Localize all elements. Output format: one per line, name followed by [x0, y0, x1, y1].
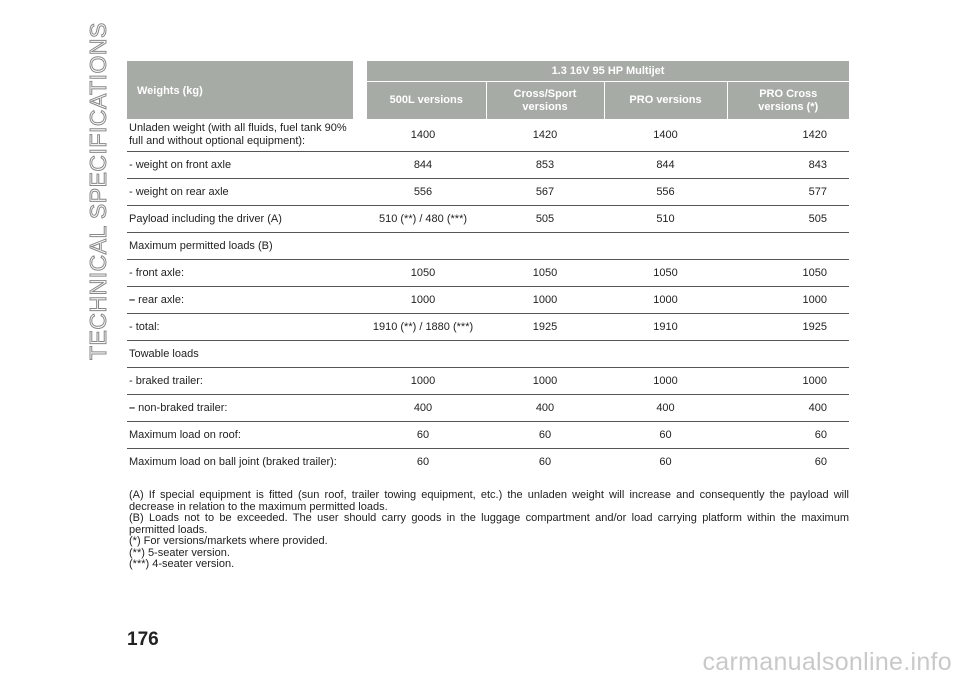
- cell-value: 1000: [486, 368, 604, 395]
- cell-value: 1000: [360, 368, 486, 395]
- cell-value: 1420: [727, 119, 849, 152]
- cell-value: [360, 341, 486, 368]
- footnote: (B) Loads not to be exceeded. The user should carry goods in the luggage compartment and/or load carrying platform within the maximum permitted loads.: [129, 512, 849, 536]
- footnote: (***) 4-seater version.: [129, 558, 235, 570]
- row-label: - total:: [127, 314, 360, 341]
- table-row: [127, 206, 849, 233]
- cell-value: [727, 233, 849, 260]
- row-label-text: non-braked trailer:: [135, 401, 228, 414]
- cell-value: 1000: [604, 287, 727, 314]
- cell-value: 510 (**) / 480 (***): [360, 206, 486, 233]
- cell-value: 505: [486, 206, 604, 233]
- cell-value: 844: [604, 152, 727, 179]
- header-cross-sport-versions: Cross/Sport versions: [486, 82, 604, 120]
- cell-value: 1420: [486, 119, 604, 152]
- cell-value: [604, 233, 727, 260]
- cell-value: 60: [416, 455, 430, 468]
- cell-value: 843: [727, 152, 849, 179]
- cell-value: 1050: [727, 260, 849, 287]
- cell-value: 60: [814, 455, 828, 468]
- cell-value: 1000: [727, 287, 849, 314]
- row-label-text: rear axle:: [135, 293, 185, 306]
- header-pro-cross-versions: PRO Cross versions (*): [727, 82, 849, 120]
- row-label: - weight on front axle: [127, 152, 360, 179]
- row-label: - braked trailer:: [127, 368, 360, 395]
- cell-value: 60: [604, 422, 727, 449]
- header-pro-versions: PRO versions: [604, 82, 727, 120]
- table-row: [127, 368, 849, 395]
- cell-value: [486, 233, 604, 260]
- table-row: [127, 341, 849, 368]
- cell-value: 400: [727, 395, 849, 422]
- cell-value: 1000: [360, 287, 486, 314]
- cell-value: 1050: [360, 260, 486, 287]
- row-label: - weight on rear axle: [127, 179, 360, 206]
- cell-value: 844: [360, 152, 486, 179]
- cell-value: 577: [727, 179, 849, 206]
- cell-value: 1000: [486, 287, 604, 314]
- table-row: [127, 260, 849, 287]
- row-label: Maximum permitted loads (B): [127, 233, 360, 260]
- cell-value: 556: [360, 179, 486, 206]
- table-row: [127, 179, 849, 206]
- cell-value: [604, 341, 727, 368]
- cell-value: 400: [604, 395, 727, 422]
- cell-value: 1910 (**) / 1880 (***): [360, 314, 486, 341]
- cell-value: 60: [727, 422, 849, 449]
- cell-value: 1925: [486, 314, 604, 341]
- cell-value: [360, 233, 486, 260]
- cell-value: 510: [604, 206, 727, 233]
- table-row: [127, 287, 849, 314]
- row-label: Payload including the driver (A): [127, 206, 360, 233]
- row-label: - front axle:: [127, 260, 360, 287]
- table-row: [127, 119, 849, 152]
- cell-value: 1050: [486, 260, 604, 287]
- row-label: Maximum load on roof:: [127, 422, 360, 449]
- header-500l-versions: 500L versions: [360, 82, 486, 120]
- row-label: Towable loads: [127, 341, 360, 368]
- cell-value: 1050: [604, 260, 727, 287]
- cell-value: 60: [360, 422, 486, 449]
- table-row: [127, 233, 849, 260]
- cell-value: 505: [727, 206, 849, 233]
- page-number: 176: [127, 629, 159, 650]
- cell-value: 60: [486, 422, 604, 449]
- cell-value: 400: [486, 395, 604, 422]
- table-row: [127, 152, 849, 179]
- row-dash: –: [129, 293, 136, 306]
- section-title-vertical: TECHNICAL SPECIFICATIONS: [85, 22, 111, 360]
- row-dash: –: [129, 401, 136, 414]
- cell-value: 1910: [604, 314, 727, 341]
- cell-value: 1000: [604, 368, 727, 395]
- row-label: [127, 287, 360, 314]
- table-row: [127, 449, 849, 476]
- weights-table: [127, 61, 849, 475]
- table-row: [127, 395, 849, 422]
- footnote: (*) For versions/markets where provided.: [129, 535, 328, 547]
- cell-value: 853: [486, 152, 604, 179]
- table-row: [127, 422, 849, 449]
- cell-value: 400: [360, 395, 486, 422]
- row-label: Unladen weight (with all fluids, fuel tank 90% full and without optional equipment):: [127, 119, 360, 152]
- cell-value: 1000: [727, 368, 849, 395]
- footnote: (**) 5-seater version.: [129, 546, 230, 559]
- row-label: [127, 395, 360, 422]
- cell-value: 1400: [604, 119, 727, 152]
- footnotes: [129, 490, 849, 571]
- cell-value: [727, 341, 849, 368]
- cell-value: 556: [604, 179, 727, 206]
- footnote: (A) If special equipment is fitted (sun roof, trailer towing equipment, etc.) the unladen weight will increase and consequently the payload will decrease in relation to the maximum permitted loads.: [129, 489, 849, 513]
- watermark: carmanualsonline.info: [702, 648, 952, 676]
- table-row: [127, 314, 849, 341]
- header-weights: Weights (kg): [127, 61, 360, 119]
- header-engine: 1.3 16V 95 HP Multijet: [360, 61, 849, 82]
- cell-value: 567: [486, 179, 604, 206]
- cell-value: 60: [659, 455, 672, 468]
- cell-value: 1400: [360, 119, 486, 152]
- cell-value: 60: [538, 455, 552, 468]
- row-label: Maximum load on ball joint (braked trailer):: [129, 455, 337, 468]
- cell-value: [486, 341, 604, 368]
- cell-value: 1925: [727, 314, 849, 341]
